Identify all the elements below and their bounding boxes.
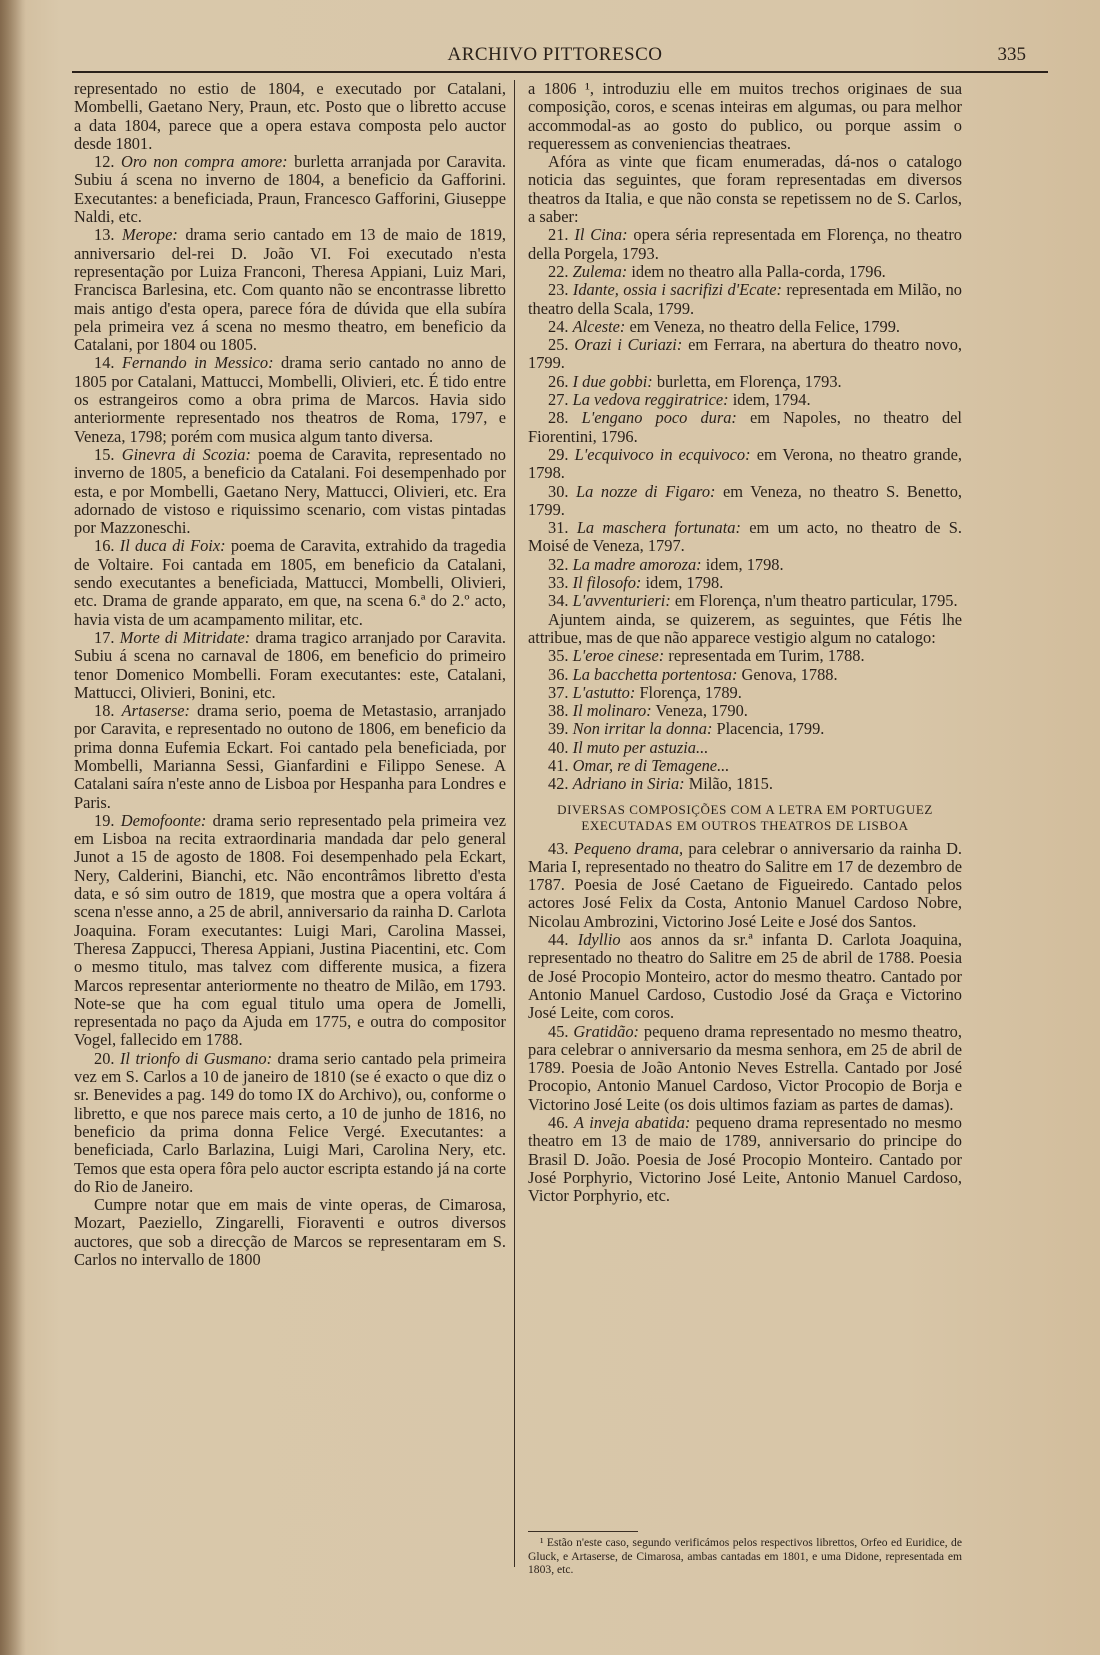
work-title: Gratidão: — [573, 1021, 639, 1041]
entry-text: opera séria representada em Florença, no theatro della Porgela, 1793. — [528, 225, 962, 263]
work-title: Il duca di Foix: — [119, 536, 226, 556]
entry-text: representada em Milão, no theatro della Scala, 1799. — [528, 280, 962, 318]
entry-number: 19. — [94, 810, 115, 830]
entry-text: a 1806 ¹, introduziu elle em muitos trechos originaes de sua composição, coros, e scenas inteiras em algumas, ou para melhor accommodal-as ao gosto do publico, ou porque assim o requeressem as conveniencias theatraes. — [528, 80, 962, 153]
entry-number: 23. — [548, 280, 569, 300]
footnote: ¹ Estão n'este caso, segundo verificámos pelos respectivos librettos, Orfeo ed Euridice, de Gluck, e Artaserse, de Cimarosa, ambas cantadas em 1801, e uma Didone, representada em 1803, etc. — [528, 1536, 962, 1576]
entry-text: idem, 1798. — [645, 573, 724, 593]
entry-number: 31. — [548, 518, 569, 538]
entry-text: drama serio, poema de Metastasio, arranjado por Caravita, e representado no outono de 1806, em beneficio da prima donna Eufemia Eckart. Foi cantado pela beneficiada, por Mombelli, Marianna Sessi, Gianfardini e Filippo Senese. A Catalani saíra n'este anno de Lisboa por Hespanha para Londres e Paris. — [74, 701, 506, 812]
work-title: Alceste: — [572, 316, 626, 336]
paragraph — [528, 80, 962, 153]
catalogue-entry — [528, 666, 962, 684]
entry-number: 15. — [94, 444, 115, 464]
entry-text: idem, 1798. — [705, 554, 784, 574]
work-title: Il Cina: — [574, 225, 628, 245]
work-title: I due gobbi: — [572, 371, 653, 391]
catalogue-entry — [528, 226, 962, 263]
work-title: Il filosofo: — [572, 573, 642, 593]
work-title: La madre amoroza: — [572, 554, 702, 574]
entry-number: 14. — [94, 353, 115, 373]
catalogue-entry — [528, 281, 962, 318]
entry-text: representada em Turim, 1788. — [668, 646, 865, 666]
work-title: L'ecquivoco in ecquivoco: — [574, 444, 751, 464]
entry-text: em Napoles, no theatro del Fiorentini, 1796. — [528, 408, 962, 446]
entry-text: aos annos da sr.ª infanta D. Carlota Joaquina, representado no theatro do Salitre em 25 de abril de 1788. Poesia de José Procopio Monteiro, actor do mesmo theatro. Cantado por Antonio Manuel Cardoso, Custodio José da Graça e Victorino José Leite, com coros. — [528, 930, 962, 1023]
entry-text: representado no estio de 1804, e executado por Catalani, Mombelli, Gaetano Nery, Praun, etc. Posto que o libretto accuse a data 1804, parece que a opera estava composta pelo auctor desde 1801. — [74, 80, 506, 153]
entry-number: 18. — [94, 701, 115, 721]
entry-text: em Ferrara, na abertura do theatro novo, 1799. — [528, 335, 962, 373]
catalogue-entry — [528, 1023, 962, 1114]
entry-number: 34. — [548, 591, 569, 611]
entry-number: 33. — [548, 573, 569, 593]
catalogue-entry — [528, 336, 962, 373]
catalogue-entry — [528, 702, 962, 720]
entry-text: Cumpre notar que em mais de vinte operas, de Cimarosa, Mozart, Paeziello, Zingarelli, Fioraventi e outros diversos auctores, que sob a direcção de Marcos se representaram em S. Carlos no intervallo de 1800 — [74, 1195, 506, 1269]
entry-number: 36. — [548, 664, 569, 684]
work-title: La bacchetta portentosa: — [572, 664, 738, 684]
entry-text: drama serio cantado no anno de 1805 por Catalani, Mattucci, Mombelli, Olivieri, etc. É tido entre os estrangeiros como a obra prima de Marcos. Havia sido anteriormente representado nos theatros de Roma, 1797, e Veneza, 1798; porém com musica algum tanto diversa. — [74, 353, 506, 446]
work-title: Pequeno drama, — [573, 838, 684, 858]
work-title: A inveja abatida: — [574, 1113, 691, 1133]
work-title: Non irritar la donna: — [572, 719, 713, 739]
catalogue-entry — [74, 153, 506, 226]
entry-number: 43. — [548, 838, 569, 858]
entry-number: 38. — [548, 701, 569, 721]
entry-text: Genova, 1788. — [741, 664, 838, 684]
entry-text: drama tragico arranjado por Caravita. Subiu á scena no carnaval de 1806, em beneficio do primeiro tenor Domenico Mombelli. Foram executantes: este, Catalani, Mattucci, Olivieri, Bonini, etc. — [74, 627, 506, 702]
work-title: Il trionfo di Gusmano: — [119, 1048, 273, 1068]
entry-text: burletta, em Florença, 1793. — [656, 371, 842, 391]
work-title: La nozze di Figaro: — [576, 481, 716, 501]
catalogue-entry — [74, 537, 506, 628]
entry-text: poema de Caravita, extrahido da tragedia de Voltaire. Foi cantada em 1805, em beneficio da Catalani, sendo executantes a beneficiada, Mattucci, Mombelli, Olivieri, etc. Drama de grande apparato, em que, na scena 6.ª do 2.º acto, havia vista de um acampamento militar, etc. — [74, 536, 506, 629]
entry-text: idem no theatro alla Palla-corda, 1796. — [631, 261, 886, 281]
entry-text: pequeno drama representado no mesmo theatro, para celebrar o anniversario da mesma senhora, em 25 de abril de 1789. Poesia de João Antonio Neves Estrella. Cantado por José Procopio, Antonio Manuel Cardoso, Victor Procopio de Borja e Victorino José Leite (os dois ultimos faziam as partes de damas). — [528, 1021, 962, 1114]
entry-text: poema de Caravita, representado no inverno de 1805, a beneficio da Catalani. Foi desempenhado por esta, e por Mombelli, Gaetano Nery, Mattucci, Olivieri, etc. Era adornado de vistoso e riquissimo scenario, com vistas pintadas por Mazzoneschi. — [74, 444, 506, 538]
entry-number: 16. — [94, 536, 115, 556]
catalogue-entry — [74, 354, 506, 445]
entry-text: Florença, 1789. — [639, 682, 742, 702]
entry-text: Milão, 1815. — [688, 774, 773, 794]
entry-number: 41. — [548, 755, 569, 775]
entry-text: em Veneza, no theatro S. Benetto, 1799. — [528, 481, 962, 519]
catalogue-entry — [74, 226, 506, 354]
catalogue-entry — [528, 409, 962, 446]
work-title: Ginevra di Scozia: — [121, 444, 251, 464]
catalogue-entry — [74, 812, 506, 1050]
work-title: Demofoonte: — [120, 810, 207, 830]
catalogue-entry — [528, 931, 962, 1022]
work-title: La vedova reggiratrice: — [572, 390, 729, 410]
catalogue-entry — [528, 1114, 962, 1205]
catalogue-entry — [528, 263, 962, 281]
work-title: Fernando in Messico: — [122, 353, 274, 373]
entry-number: 12. — [94, 152, 115, 172]
entry-text: Placencia, 1799. — [716, 719, 825, 739]
entry-text: drama serio cantado pela primeira vez em S. Carlos a 10 de janeiro de 1810 (se é exacto o que diz o sr. Benevides a pag. 149 do tomo IX do Archivo), ou, conforme o libretto, e que nos parece mais certo, a 10 de junho de 1816, no beneficio da prima donna Felice Vergé. Executantes: a beneficiada, Carlo Barlazina, Luigi Mari, Carolina Nery, etc. Temos que esta opera fôra pelo auctor escripta estando já na corte do Rio de Janeiro. — [74, 1048, 506, 1196]
work-title: Il muto per astuzia... — [572, 737, 709, 757]
work-title: Morte di Mitridate: — [119, 627, 251, 647]
entry-number: 24. — [548, 316, 569, 336]
entry-number: 44. — [548, 930, 569, 950]
section-heading: DIVERSAS COMPOSIÇÕES COM A LETRA EM PORTUGUEZ EXECUTADAS EM OUTROS THEATROS DE LISBOA — [557, 801, 933, 833]
catalogue-entry — [528, 684, 962, 702]
left-column — [74, 80, 506, 1547]
catalogue-entry — [528, 574, 962, 592]
page-header — [72, 44, 1038, 70]
entry-text: Ajuntem ainda, se quizerem, as seguintes, que Fétis lhe attribue, mas de que não apparece vestigio algum no catalogo: — [528, 609, 962, 647]
catalogue-entry — [74, 702, 506, 812]
work-title: La maschera fortunata: — [576, 518, 741, 538]
paragraph — [528, 153, 962, 226]
entry-number: 22. — [548, 261, 569, 281]
catalogue-entry — [528, 556, 962, 574]
entry-text: em Veneza, no theatro della Felice, 1799. — [629, 316, 901, 336]
catalogue-entry — [528, 391, 962, 409]
catalogue-entry — [528, 775, 962, 793]
entry-number: 46. — [548, 1113, 569, 1133]
entry-text: em Verona, no theatro grande, 1798. — [528, 444, 962, 483]
paragraph — [74, 80, 506, 153]
catalogue-entry — [528, 739, 962, 757]
entry-number: 28. — [548, 408, 569, 428]
entry-number: 30. — [548, 481, 569, 501]
work-title: Artaserse: — [121, 701, 190, 721]
entry-text: em Florença, n'um theatro particular, 1795. — [674, 591, 958, 611]
entry-number: 26. — [548, 371, 569, 391]
catalogue-entry — [528, 757, 962, 775]
work-title: Omar, re di Temagene... — [572, 755, 730, 775]
catalogue-entry — [528, 720, 962, 738]
entry-number: 42. — [548, 774, 569, 794]
paragraph — [74, 1196, 506, 1269]
work-title: Il molinaro: — [572, 701, 652, 721]
catalogue-entry — [528, 373, 962, 391]
entry-number: 21. — [548, 225, 569, 245]
entry-text: em um acto, no theatro de S. Moisé de Veneza, 1797. — [528, 518, 962, 556]
header-rule — [72, 71, 1048, 73]
entry-number: 35. — [548, 646, 569, 666]
catalogue-entry — [528, 519, 962, 556]
catalogue-entry — [528, 592, 962, 610]
entry-text: drama serio cantado em 13 de maio de 1819, anniversario del-rei D. João VI. Foi executado n'esta representação por Luiza Franconi, Theresa Appiani, Luiz Mari, Francisca Barlesina, etc. Com quanto não se encontrasse libretto mais antigo d'esta opera, parece fóra de dúvida que ella subíra pela primeira vez á scena no mesmo theatro, em beneficio da Catalani, por 1804 ou 1805. — [74, 225, 506, 355]
entry-text: burletta arranjada por Caravita. Subiu á scena no inverno de 1804, a beneficio da Gafforini. Executantes: a beneficiada, Praun, Francesco Gafforini, Giuseppe Naldi, etc. — [74, 152, 506, 227]
work-title: L'engano poco dura: — [581, 408, 737, 428]
footnote-rule — [528, 1531, 638, 1532]
catalogue-entry — [528, 483, 962, 520]
entry-number: 45. — [548, 1021, 569, 1041]
entry-number: 17. — [94, 627, 115, 647]
entry-text: Veneza, 1790. — [655, 701, 748, 721]
entry-text: drama serio representado pela primeira vez em Lisboa na recita extraordinaria mandada dar pelo general Junot a 15 de agosto de 1808. Foi desempenhado pela Eckart, Nery, Calderini, Bianchi, etc. Não encontrâmos libretto d'esta data, e só sim outro de 1819, que mostra que a opera voltára á scena n'esse anno, a 25 de abril, anniversario da rainha D. Carlota Joaquina. Foram executantes: Luigi Mari, Carolina Massei, Theresa Zappucci, Theresa Appiani, Justina Piacentini, etc. Com o mesmo titulo, mas talvez com differente musica, a fizera Marcos representar anteriormente no theatro de Milão, em 1793. Note-se que ha com egual titulo uma opera de Jomelli, representada no paço da Ajuda em 1775, e outra do compositor Vogel, fallecido em 1788. — [74, 810, 506, 1050]
catalogue-entry — [74, 1050, 506, 1196]
work-title: Oro non compra amore: — [120, 152, 288, 172]
catalogue-entry — [528, 840, 962, 931]
entry-text: Afóra as vinte que ficam enumeradas, dá-nos o catalogo noticia das seguintes, que foram representadas em diversos theatros da Italia, e que não consta se repetissem no de S. Carlos, a saber: — [528, 152, 962, 227]
catalogue-entry — [74, 446, 506, 537]
work-title: Adriano in Siria: — [572, 774, 685, 794]
entry-text: idem, 1794. — [732, 390, 811, 410]
catalogue-entry — [74, 629, 506, 702]
binding-shadow — [0, 0, 26, 1655]
page-number: 335 — [997, 44, 1026, 65]
work-title: L'avventurieri: — [572, 591, 671, 611]
paragraph — [528, 611, 962, 648]
entry-text: para celebrar o anniversario da rainha D. Maria I, representado no theatro do Salitre em 17 de dezembro de 1787. Poesia de José Caetano de Figueiredo. Cantado pelos actores José Felix da Costa, Antonio Manuel Cardoso Nobre, Nicolau Ambrozini, Victorino José Leite e José dos Santos. — [528, 838, 962, 931]
entry-number: 20. — [94, 1048, 115, 1068]
work-title: Merope: — [122, 225, 178, 245]
entry-number: 39. — [548, 719, 569, 739]
work-title: Idante, ossia i sacrifizi d'Ecate: — [572, 280, 782, 300]
entry-number: 32. — [548, 554, 569, 574]
work-title: L'eroe cinese: — [572, 646, 665, 666]
work-title: L'astutto: — [572, 682, 636, 702]
catalogue-entry — [528, 318, 962, 336]
entry-number: 25. — [548, 335, 569, 355]
entry-number: 29. — [548, 444, 569, 464]
entry-number: 27. — [548, 390, 569, 410]
entry-number: 13. — [94, 225, 115, 245]
right-column — [528, 80, 962, 1517]
work-title: Idyllio — [577, 930, 621, 950]
column-divider — [514, 80, 515, 1567]
entry-text: pequeno drama representado no mesmo theatro em 13 de maio de 1789, anniversario do principe do Brasil D. João. Poesia de José Procopio Monteiro. Cantado por José Porphyrio, Victorino José Leite, Antonio Manuel Cardoso, Victor Porphyrio, etc. — [528, 1113, 962, 1206]
work-title: Orazi i Curiazi: — [574, 335, 683, 355]
work-title: Zulema: — [572, 261, 628, 281]
entry-number: 40. — [548, 737, 569, 757]
running-title: ARCHIVO PITTORESCO — [447, 44, 663, 65]
entry-number: 37. — [548, 682, 569, 702]
catalogue-entry — [528, 647, 962, 665]
catalogue-entry — [528, 446, 962, 483]
